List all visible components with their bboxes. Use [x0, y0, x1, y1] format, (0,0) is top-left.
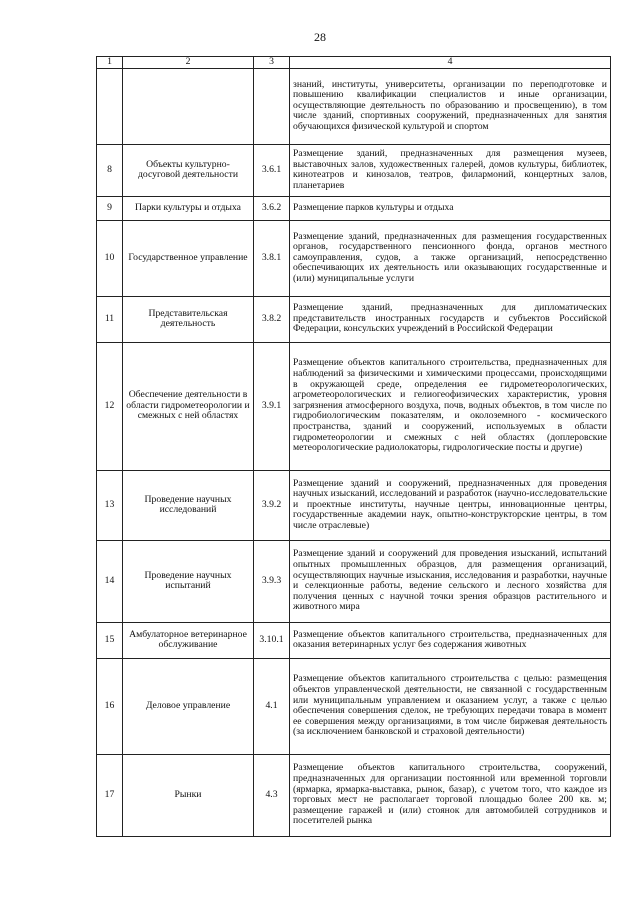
use-type-name: Обеспечение деятельности в области гидрометеорологии и смежных с ней областях — [123, 342, 254, 470]
column-header: 1 — [97, 57, 123, 69]
row-number: 8 — [97, 144, 123, 196]
use-type-description: знаний, институты, университеты, организации по переподготовке и повышению квалификации специалистов и иные организации, осуществляющие деятельность по образованию и просвещению), в том числе зданий, спортивных сооружений, предназначенных для занятия обучающихся физической культурой и спортом — [290, 68, 611, 144]
row-number: 10 — [97, 220, 123, 296]
use-type-code: 3.10.1 — [254, 622, 290, 658]
use-type-description: Размещение зданий и сооружений, предназначенных для проведения научных изысканий, исследований и разработок (научно-исследовательские и проектные институты, научные центры, инновационные центры, государственные академии наук, опытно-конструкторские центры, в том числе отраслевые) — [290, 470, 611, 540]
table-row — [97, 296, 611, 342]
table-row — [97, 658, 611, 754]
column-header: 2 — [123, 57, 254, 69]
use-type-name: Деловое управление — [123, 658, 254, 754]
use-type-code: 3.9.3 — [254, 540, 290, 622]
row-number: 14 — [97, 540, 123, 622]
row-number — [97, 68, 123, 144]
use-type-name: Рынки — [123, 754, 254, 836]
use-type-description: Размещение зданий, предназначенных для размещения государственных органов, государственного пенсионного фонда, органов местного самоуправления, судов, а также организаций, непосредственно обеспечивающих их деятельность или оказывающих государственные и (или) муниципальные услуги — [290, 220, 611, 296]
table-row — [97, 196, 611, 220]
use-type-description: Размещение объектов капитального строительства, сооружений, предназначенных для организации постоянной или временной торговли (ярмарка, ярмарка-выставка, рынок, базар), с учетом того, что каждое из торговых мест не располагает торговой площадью более 200 кв. м; размещение гаражей и (или) стоянок для автомобилей сотрудников и посетителей рынка — [290, 754, 611, 836]
use-type-description: Размещение объектов капитального строительства, предназначенных для оказания ветеринарных услуг без содержания животных — [290, 622, 611, 658]
row-number: 11 — [97, 296, 123, 342]
use-type-description: Размещение зданий, предназначенных для дипломатических представительств иностранных государств и субъектов Российской Федерации, консульских учреждений в Российской Федерации — [290, 296, 611, 342]
use-type-name: Объекты культурно-досуговой деятельности — [123, 144, 254, 196]
table-row — [97, 342, 611, 470]
row-number: 9 — [97, 196, 123, 220]
page-number: 28 — [314, 30, 326, 44]
table-row — [97, 540, 611, 622]
table-row — [97, 144, 611, 196]
use-type-description: Размещение парков культуры и отдыха — [290, 196, 611, 220]
land-use-table — [96, 56, 611, 837]
use-type-description: Размещение зданий и сооружений для проведения изысканий, испытаний опытных промышленных образцов, для размещения организаций, осуществляющих научные изыскания, исследования и разработки, научные и селекционные работы, ведение сельского и лесного хозяйства для получения ценных с научной точки зрения образцов растительного и животного мира — [290, 540, 611, 622]
row-number: 15 — [97, 622, 123, 658]
use-type-code — [254, 68, 290, 144]
use-type-name: Амбулаторное ветеринарное обслуживание — [123, 622, 254, 658]
use-type-name: Проведение научных исследований — [123, 470, 254, 540]
use-type-name: Представительская деятельность — [123, 296, 254, 342]
use-type-code: 4.1 — [254, 658, 290, 754]
use-type-name — [123, 68, 254, 144]
row-number: 12 — [97, 342, 123, 470]
use-type-code: 4.3 — [254, 754, 290, 836]
use-type-description: Размещение объектов капитального строительства с целью: размещения объектов управленческой деятельности, не связанной с государственным или муниципальным управлением и оказанием услуг, а также с целью обеспечения совершения сделок, не требующих передачи товара в момент ее совершения между организациями, в том числе биржевая деятельность (за исключением банковской и страховой деятельности) — [290, 658, 611, 754]
use-type-code: 3.9.1 — [254, 342, 290, 470]
row-number: 16 — [97, 658, 123, 754]
table-row — [97, 68, 611, 144]
table-header-row — [97, 57, 611, 69]
use-type-name: Проведение научных испытаний — [123, 540, 254, 622]
use-type-code: 3.6.1 — [254, 144, 290, 196]
column-header: 3 — [254, 57, 290, 69]
use-type-description: Размещение объектов капитального строительства, предназначенных для наблюдений за физическими и химическими процессами, происходящими в окружающей среде, определения ее гидрометеорологических, агрометеорологических и гелиогеофизических характеристик, уровня загрязнения атмосферного воздуха, почв, водных объектов, в том числе по гидробиологическим показателям, и околоземного - космического пространства, зданий и сооружений, используемых в области гидрометеорологии и смежных с ней областях (доплеровские метеорологические радиолокаторы, гидрологические посты и другие) — [290, 342, 611, 470]
use-type-name: Государственное управление — [123, 220, 254, 296]
use-type-code: 3.8.1 — [254, 220, 290, 296]
use-type-code: 3.6.2 — [254, 196, 290, 220]
row-number: 17 — [97, 754, 123, 836]
use-type-name: Парки культуры и отдыха — [123, 196, 254, 220]
column-header: 4 — [290, 57, 611, 69]
table-row — [97, 622, 611, 658]
table-row — [97, 470, 611, 540]
row-number: 13 — [97, 470, 123, 540]
use-type-code: 3.9.2 — [254, 470, 290, 540]
use-type-code: 3.8.2 — [254, 296, 290, 342]
table-row — [97, 220, 611, 296]
use-type-description: Размещение зданий, предназначенных для размещения музеев, выставочных залов, художественных галерей, домов культуры, библиотек, кинотеатров и кинозалов, театров, филармоний, концертных залов, планетариев — [290, 144, 611, 196]
table-row — [97, 754, 611, 836]
